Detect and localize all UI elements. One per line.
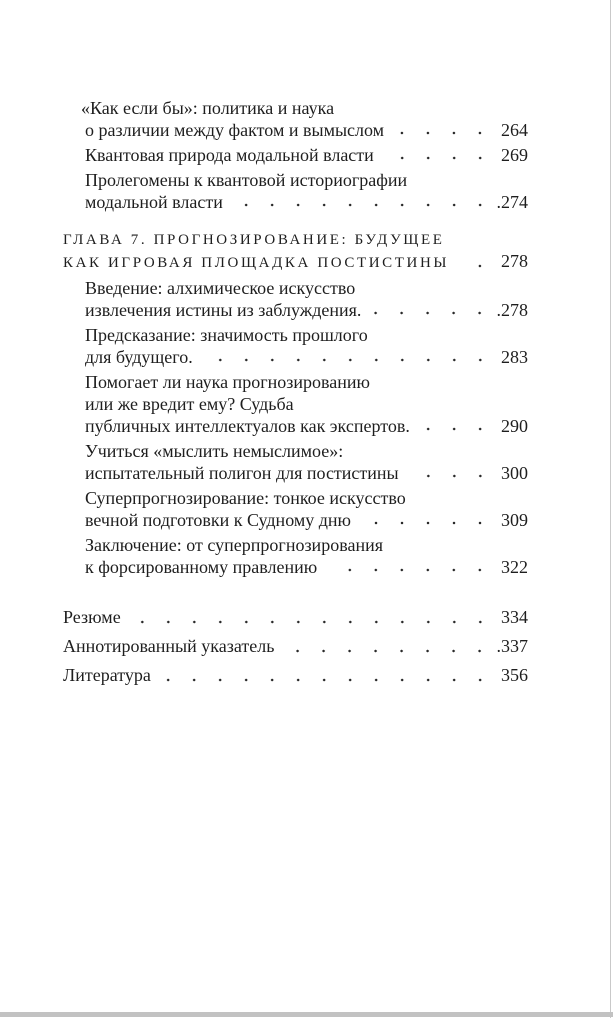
page-number: .278	[496, 300, 528, 320]
toc-entry	[63, 440, 528, 484]
toc-entry-text: Литература	[63, 665, 151, 685]
toc-entry-line	[63, 169, 528, 191]
toc-entry-text: модальной власти	[85, 192, 223, 212]
toc-entry-text: Пролегомены к квантовой историографии	[85, 170, 408, 190]
toc-chapter-heading-line	[63, 230, 528, 251]
dot-leader-icon	[326, 556, 493, 578]
toc-entry-text: Введение: алхимическое искусство	[85, 278, 356, 298]
page-number: 269	[501, 145, 528, 165]
toc-entry-line	[63, 556, 528, 578]
toc-entry-text: о различии между фактом и вымыслом	[85, 120, 385, 140]
toc-entry-text: вечной подготовки к Судному дню	[85, 510, 351, 530]
toc-entry	[63, 605, 528, 630]
page-number: .274	[496, 192, 528, 212]
toc-entry	[63, 169, 528, 213]
dot-leader-icon	[370, 299, 493, 321]
toc-entry-text: Помогает ли наука прогнозированию	[85, 372, 370, 392]
toc-entry-line	[63, 605, 528, 630]
toc-entry-line	[63, 324, 528, 346]
toc-entry-line	[63, 440, 528, 462]
back-matter-section	[63, 605, 528, 688]
toc-entry-line	[63, 299, 528, 321]
bottom-bar	[0, 1012, 613, 1017]
toc-entry-text: Аннотированный указатель	[63, 636, 275, 656]
toc-entry-line	[63, 97, 528, 119]
toc-entry-line	[63, 346, 528, 368]
page-number: .337	[496, 636, 528, 656]
toc-entry-line	[63, 191, 528, 213]
toc-entry-text: Заключение: от суперпрогнозирования	[85, 535, 383, 555]
dot-leader-icon	[360, 509, 493, 531]
dot-leader-icon	[419, 415, 493, 437]
toc-entry-text: Учиться «мыслить немыслимое»:	[85, 441, 344, 461]
toc-entry-line	[63, 277, 528, 299]
toc-entry	[63, 277, 528, 321]
toc-entry-text: Квантовая природа модальной власти	[85, 145, 374, 165]
dot-leader-icon	[283, 634, 493, 659]
toc-entry-text: «Как если бы»: политика и наука	[81, 98, 335, 118]
toc-entry	[63, 663, 528, 688]
toc-chapter-heading-line	[63, 251, 528, 274]
toc-entry	[63, 634, 528, 659]
toc-chapter-heading	[63, 230, 528, 274]
toc-entry-text: Суперпрогнозирование: тонкое искусство	[85, 488, 406, 508]
toc-entry-line	[63, 509, 528, 531]
toc-entry-text: КАК ИГРОВАЯ ПЛОЩАДКА ПОСТИСТИНЫ	[63, 255, 450, 271]
toc-entry-line	[63, 371, 528, 393]
toc-entry-text: для будущего.	[85, 347, 193, 367]
toc-entry-line	[63, 393, 528, 415]
toc-entry-text: ГЛАВА 7. ПРОГНОЗИРОВАНИЕ: БУДУЩЕЕ	[63, 232, 445, 248]
toc-entry-line	[63, 144, 528, 166]
toc-entry-line	[63, 534, 528, 556]
toc-entry-text: Резюме	[63, 607, 121, 627]
toc-entry-line	[63, 487, 528, 509]
page-number: 264	[501, 120, 528, 140]
toc-entry-text: или же вредит ему? Судьба	[85, 394, 294, 414]
toc-entry-text: публичных интеллектуалов как экспертов.	[85, 416, 410, 436]
toc-entry	[63, 144, 528, 166]
toc-entry-line	[63, 634, 528, 659]
toc-entry-text: к форсированному правлению	[85, 557, 318, 577]
dot-leader-icon	[408, 462, 493, 484]
toc-entry-text: Предсказание: значимость прошлого	[85, 325, 368, 345]
page-number: 290	[501, 416, 528, 436]
dot-leader-icon	[130, 605, 493, 630]
dot-leader-icon	[232, 191, 493, 213]
dot-leader-icon	[383, 144, 493, 166]
toc-entry-line	[63, 462, 528, 484]
page-edge-line	[610, 0, 611, 1018]
dot-leader-icon	[160, 663, 493, 688]
toc-entry-text: извлечения истины из заблуждения.	[85, 300, 362, 320]
toc-entry-line	[63, 663, 528, 688]
toc-entry	[63, 534, 528, 578]
toc-entry	[63, 97, 528, 141]
toc-entry-text: испытательный полигон для постистины	[85, 463, 399, 483]
toc-entry	[63, 324, 528, 368]
dot-leader-icon	[458, 251, 493, 274]
toc-entry	[63, 371, 528, 437]
page-number: 322	[501, 557, 528, 577]
dot-leader-icon	[202, 346, 493, 368]
toc-entry	[63, 487, 528, 531]
dot-leader-icon	[393, 119, 493, 141]
page-number: 300	[501, 463, 528, 483]
toc-entry-line	[63, 119, 528, 141]
toc-entry-line	[63, 415, 528, 437]
page-number: 283	[501, 347, 528, 367]
page-number: 334	[501, 607, 528, 627]
page-number: 278	[501, 251, 528, 271]
table-of-contents	[63, 97, 528, 692]
page-number: 356	[501, 665, 528, 685]
page-number: 309	[501, 510, 528, 530]
